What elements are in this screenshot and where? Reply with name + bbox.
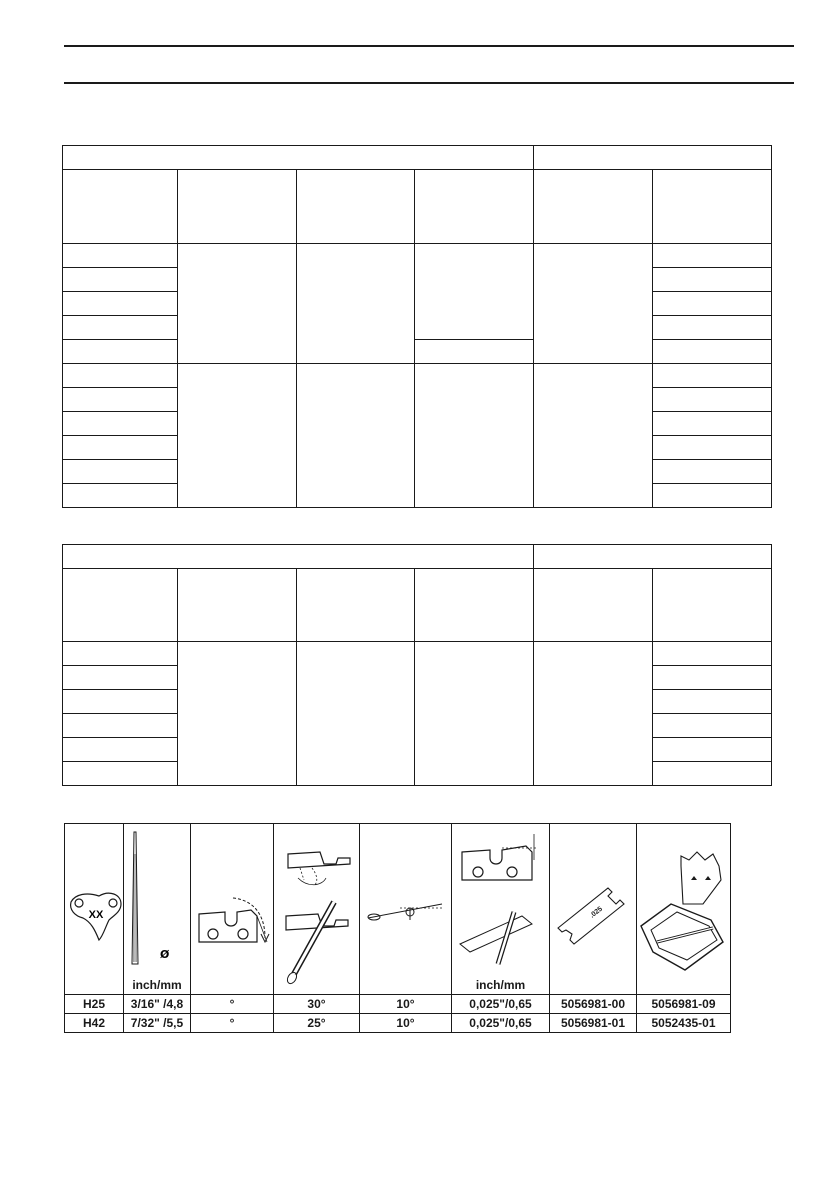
table-2-col-header	[63, 569, 178, 642]
table-cell	[653, 388, 772, 412]
table-merged-cell	[296, 244, 415, 364]
depth-gauge-value: 0,025"/0,65	[452, 1014, 550, 1033]
table-merged-cell	[534, 642, 653, 786]
file-holder-cell	[637, 824, 731, 995]
filing-gauge-cell	[550, 824, 637, 995]
table-cell	[63, 292, 178, 316]
table-cell	[63, 364, 178, 388]
top-plate-angle-value: °	[191, 1014, 274, 1033]
cutter-marking-icon	[65, 824, 124, 994]
table-1-col-header	[415, 170, 534, 244]
table-cell	[63, 436, 178, 460]
table-cell	[415, 340, 534, 364]
filing-angle-cell	[274, 824, 360, 995]
file-size-cell: 7/32" /5,5	[124, 1014, 191, 1033]
table-1-col-header	[296, 170, 415, 244]
header-rule-bottom	[64, 82, 794, 84]
table-cell	[653, 738, 772, 762]
svg-text:.025: .025	[588, 905, 604, 920]
table-cell	[63, 762, 178, 786]
cutter-type-cell: H42	[65, 1014, 124, 1033]
table-cell	[63, 642, 178, 666]
file-tilt-cell	[360, 824, 452, 995]
round-file-icon	[124, 824, 191, 974]
table-cell	[63, 460, 178, 484]
table-cell	[653, 292, 772, 316]
table-cell	[653, 460, 772, 484]
table-2-group-header-right	[534, 545, 772, 569]
file-tilt-icon	[360, 824, 452, 994]
depth-gauge-cell	[452, 824, 550, 995]
table-merged-cell	[296, 642, 415, 786]
table-cell	[653, 340, 772, 364]
tools-illustration-row	[65, 824, 731, 995]
table-cell	[653, 244, 772, 268]
file-tilt-value: 10°	[360, 1014, 452, 1033]
filing-angle-value: 25°	[274, 1014, 360, 1033]
file-diameter-cell	[124, 824, 191, 995]
diameter-symbol: Ø	[160, 948, 170, 961]
table-cell	[653, 484, 772, 508]
table-cell	[653, 436, 772, 460]
table-2-col-header	[653, 569, 772, 642]
table-1-col-header	[534, 170, 653, 244]
table-cell	[63, 388, 178, 412]
table-1-group-header-right	[534, 146, 772, 170]
table-merged-cell	[534, 364, 653, 508]
table-merged-cell	[177, 244, 296, 364]
table-row	[63, 244, 772, 268]
table-cell	[653, 412, 772, 436]
cutter-marking-text: XX	[88, 909, 104, 921]
table-merged-cell	[296, 364, 415, 508]
table-cell	[653, 364, 772, 388]
top-plate-angle-value: °	[191, 995, 274, 1014]
table-cell	[63, 738, 178, 762]
filing-angle-icon	[274, 824, 360, 994]
table-cell	[63, 666, 178, 690]
table-1-group-header-left	[63, 146, 534, 170]
table-cell	[653, 666, 772, 690]
table-row	[63, 340, 772, 364]
table-2-group-header-left	[63, 545, 534, 569]
table-row	[63, 364, 772, 388]
table-merged-cell	[534, 244, 653, 364]
filing-gauge-icon	[550, 824, 637, 994]
table-1-col-header	[177, 170, 296, 244]
table-merged-cell	[177, 642, 296, 786]
table-1-column-header-row	[63, 170, 772, 244]
table-row	[65, 1014, 731, 1033]
file-unit-label: inch/mm	[132, 978, 182, 992]
table-cell	[63, 340, 178, 364]
table-cell	[63, 714, 178, 738]
depth-gauge-icon	[452, 824, 550, 974]
table-cell	[63, 268, 178, 292]
filing-gauge-part-number: 5056981-00	[550, 995, 637, 1014]
top-plate-angle-cell	[191, 824, 274, 995]
table-merged-cell	[177, 364, 296, 508]
table-merged-cell	[415, 364, 534, 508]
table-1-col-header	[63, 170, 178, 244]
table-cell	[653, 316, 772, 340]
spec-table-2	[62, 544, 772, 786]
file-tilt-value: 10°	[360, 995, 452, 1014]
table-cell	[653, 762, 772, 786]
cutter-marking-cell	[65, 824, 124, 995]
file-holder-part-number: 5052435-01	[637, 1014, 731, 1033]
table-2-column-header-row	[63, 569, 772, 642]
header-rule-top	[64, 45, 794, 47]
table-cell	[63, 316, 178, 340]
table-row	[65, 995, 731, 1014]
table-cell	[63, 412, 178, 436]
table-2-group-header-row	[63, 545, 772, 569]
table-cell	[653, 268, 772, 292]
table-2-col-header	[534, 569, 653, 642]
table-2-col-header	[415, 569, 534, 642]
table-merged-cell	[415, 244, 534, 340]
depth-gauge-value: 0,025"/0,65	[452, 995, 550, 1014]
table-1-col-header	[653, 170, 772, 244]
file-holder-part-number: 5056981-09	[637, 995, 731, 1014]
table-2-col-header	[177, 569, 296, 642]
table-cell	[63, 244, 178, 268]
table-cell	[653, 690, 772, 714]
table-1-group-header-row	[63, 146, 772, 170]
table-row	[63, 642, 772, 666]
table-merged-cell	[415, 642, 534, 786]
sharpening-tools-table	[64, 823, 731, 1033]
table-cell	[653, 714, 772, 738]
file-size-cell: 3/16" /4,8	[124, 995, 191, 1014]
filing-angle-value: 30°	[274, 995, 360, 1014]
table-cell	[63, 690, 178, 714]
table-cell	[63, 484, 178, 508]
cutter-type-cell: H25	[65, 995, 124, 1014]
table-cell	[653, 642, 772, 666]
filing-gauge-part-number: 5056981-01	[550, 1014, 637, 1033]
table-2-col-header	[296, 569, 415, 642]
spec-table-1	[62, 145, 772, 508]
depth-gauge-unit-label: inch/mm	[475, 978, 526, 992]
top-plate-angle-icon	[191, 824, 274, 994]
file-holder-icon	[637, 824, 731, 994]
